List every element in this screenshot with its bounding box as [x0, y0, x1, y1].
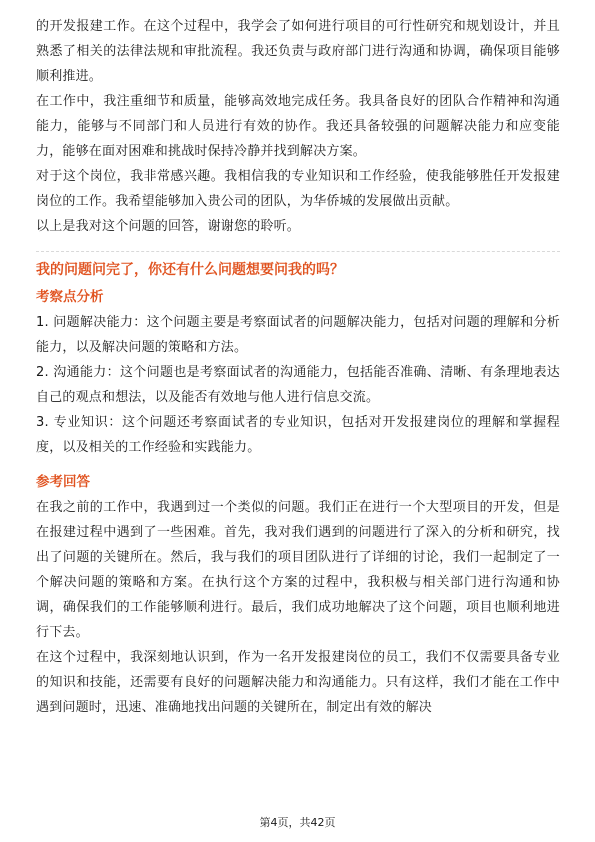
analysis-item-3: 3. 专业知识：这个问题还考察面试者的专业知识，包括对开发报建岗位的理解和掌握程度，以及相关的工作经验和实践能力。	[36, 415, 560, 455]
intro-paragraph-4: 以上是我对这个问题的回答，谢谢您的聆听。	[36, 219, 301, 234]
intro-paragraph-3: 对于这个岗位，我非常感兴趣。我相信我的专业知识和工作经验，使我能够胜任开发报建岗位的工作。我希望能够加入贵公司的团队，为华侨城的发展做出贡献。	[36, 169, 560, 209]
question-heading: 我的问题问完了，你还有什么问题想要问我的吗？	[36, 262, 344, 278]
page-content	[36, 14, 560, 720]
answer-paragraph-2: 在这个过程中，我深刻地认识到，作为一名开发报建岗位的员工，我们不仅需要具备专业的知识和技能，还需要有良好的问题解决能力和沟通能力。只有这样，我们才能在工作中遇到问题时，迅速、准确地找出问题的关键所在，制定出有效的解决	[36, 650, 560, 715]
answer-heading: 参考回答	[36, 474, 90, 490]
section-spacer	[36, 460, 560, 468]
intro-paragraph-1: 的开发报建工作。在这个过程中，我学会了如何进行项目的可行性研究和规划设计，并且熟悉了相关的法律法规和审批流程。我还负责与政府部门进行沟通和协调，确保项目能够顺利推进。	[36, 19, 560, 84]
analysis-item-1: 1. 问题解决能力：这个问题主要是考察面试者的问题解决能力，包括对问题的理解和分析能力，以及解决问题的策略和方法。	[36, 315, 560, 355]
page-footer: 第4页，共42页	[259, 816, 336, 829]
intro-paragraph-2: 在工作中，我注重细节和质量，能够高效地完成任务。我具备良好的团队合作精神和沟通能力，能够与不同部门和人员进行有效的协作。我还具备较强的问题解决能力和应变能力，能够在面对困难和挑战时保持冷静并找到解决方案。	[36, 94, 560, 159]
section-divider	[36, 251, 560, 252]
analysis-item-2: 2. 沟通能力：这个问题也是考察面试者的沟通能力，包括能否准确、清晰、有条理地表达自己的观点和想法，以及能否有效地与他人进行信息交流。	[36, 365, 560, 405]
analysis-heading: 考察点分析	[36, 289, 104, 305]
answer-paragraph-1: 在我之前的工作中，我遇到过一个类似的问题。我们正在进行一个大型项目的开发，但是在报建过程中遇到了一些困难。首先，我对我们遇到的问题进行了深入的分析和研究，找出了问题的关键所在。然后，我与我们的项目团队进行了详细的讨论，我们一起制定了一个解决问题的策略和方案。在执行这个方案的过程中，我积极与相关部门进行沟通和协调，确保我们的工作能够顺利进行。最后，我们成功地解决了这个问题，项目也顺利地进行下去。	[36, 500, 560, 640]
